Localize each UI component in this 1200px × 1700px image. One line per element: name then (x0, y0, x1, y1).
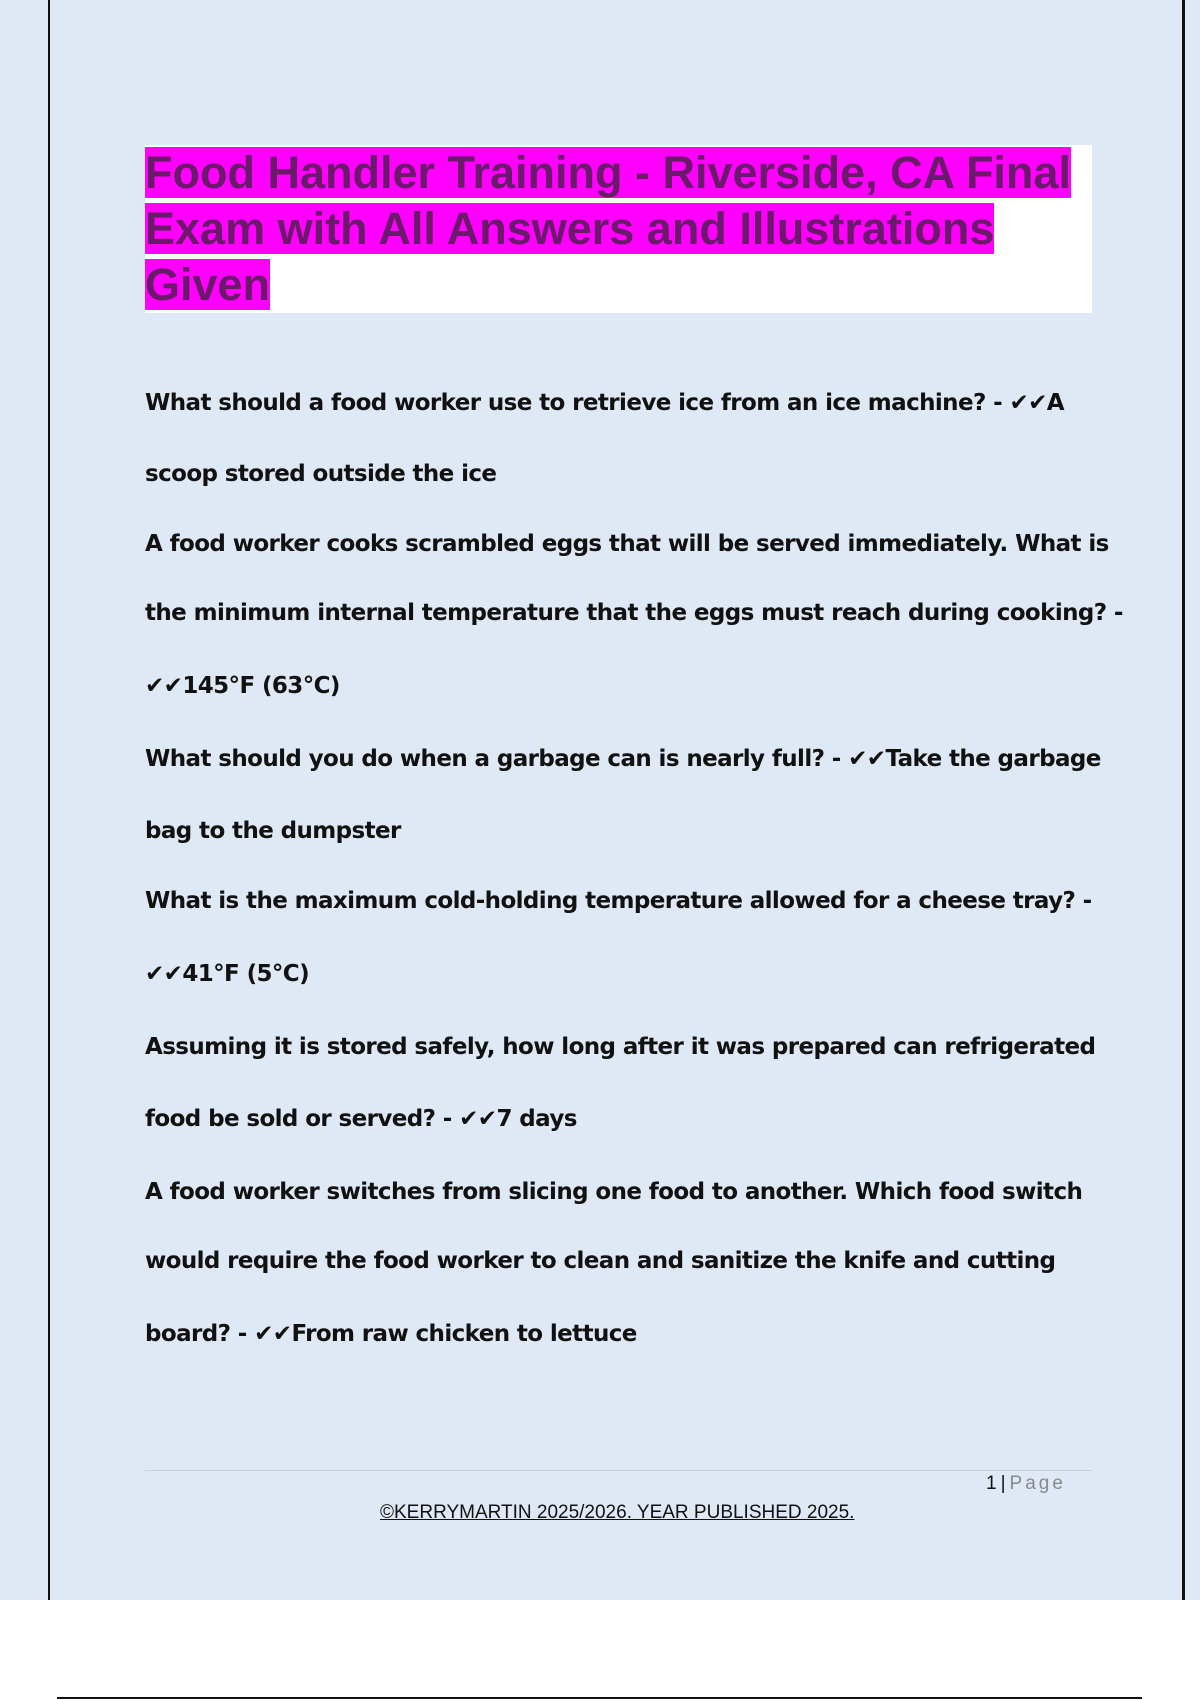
qa-line-1: What should a food worker use to retrieve ice from an ice machine? - ✔✔A (145, 390, 1064, 416)
page-border-right (1182, 0, 1185, 1600)
qa-line-4: the minimum internal temperature that the eggs must reach during cooking? - (145, 600, 1123, 626)
qa-line-11: food be sold or served? - ✔✔7 days (145, 1106, 577, 1132)
bottom-divider (57, 1697, 1142, 1699)
footer-divider (145, 1470, 1092, 1471)
qa-line-13: would require the food worker to clean and sanitize the knife and cutting (145, 1248, 1056, 1274)
qa-line-9: ✔✔41°F (5°C) (145, 961, 309, 987)
qa-line-10: Assuming it is stored safely, how long after it was prepared can refrigerated (145, 1034, 1096, 1060)
qa-line-2: scoop stored outside the ice (145, 461, 497, 487)
qa-line-5: ✔✔145°F (63°C) (145, 673, 340, 699)
document-title (145, 145, 1075, 313)
copyright-notice: ©KERRYMARTIN 2025/2026. YEAR PUBLISHED 2025. (380, 1502, 855, 1523)
qa-line-14: board? - ✔✔From raw chicken to lettuce (145, 1321, 637, 1347)
qa-line-3: A food worker cooks scrambled eggs that will be served immediately. What is (145, 531, 1109, 557)
page-number-separator: | (1000, 1473, 1006, 1494)
qa-line-7: bag to the dumpster (145, 818, 401, 844)
page-number-value: 1 (986, 1473, 997, 1494)
title-highlight: Food Handler Training - Riverside, CA Final Exam with All Answers and Illustrations Given (145, 147, 1071, 310)
page-number (986, 1473, 1066, 1495)
page-label: Page (1009, 1473, 1066, 1494)
qa-line-6: What should you do when a garbage can is nearly full? - ✔✔Take the garbage (145, 746, 1101, 772)
qa-line-12: A food worker switches from slicing one food to another. Which food switch (145, 1179, 1083, 1205)
page-border-left (48, 0, 50, 1600)
qa-line-8: What is the maximum cold-holding temperature allowed for a cheese tray? - (145, 888, 1092, 914)
